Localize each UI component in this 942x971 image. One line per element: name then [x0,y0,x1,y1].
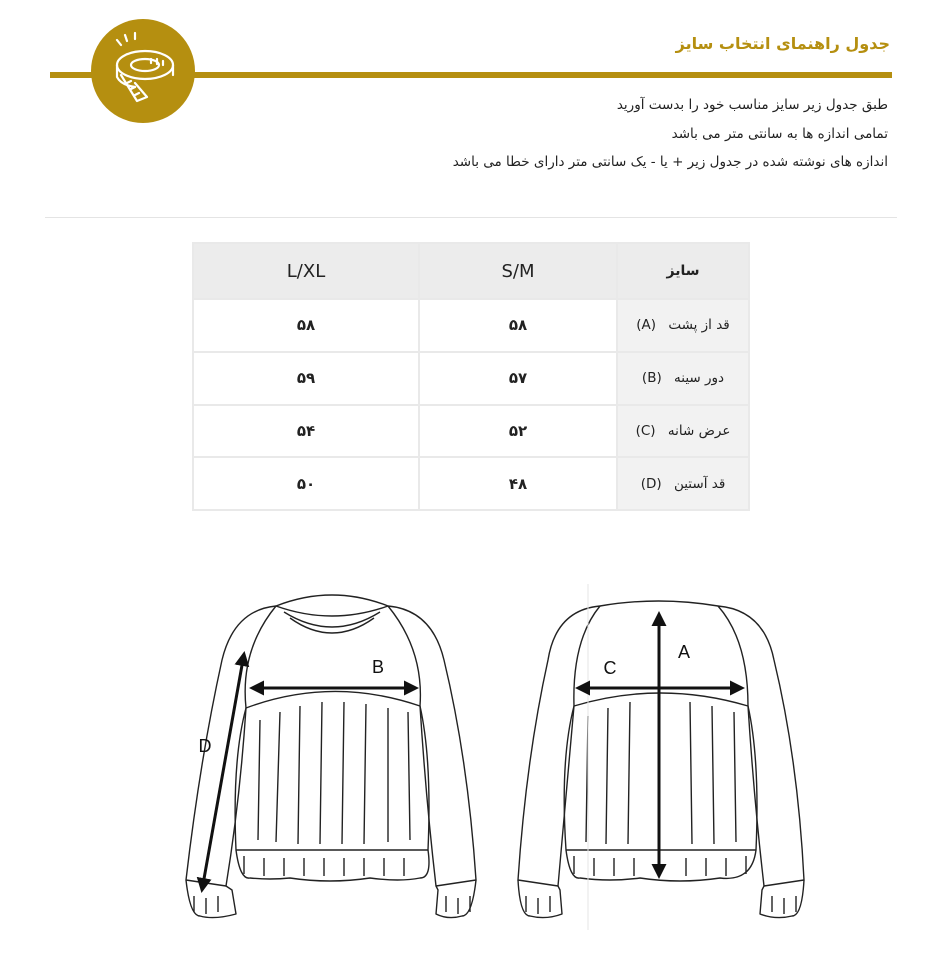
note-line: تمامی اندازه ها به سانتی متر می باشد [671,125,888,142]
column-header-sm: S/M [420,244,616,298]
cell-value: ۴۸ [420,458,616,509]
front-view [186,595,476,918]
column-header-lxl: L/XL [194,244,418,298]
note-line: طبق جدول زیر سایز مناسب خود را بدست آورید [616,97,888,113]
note-line: اندازه های نوشته شده در جدول زیر + یا - یک سانتی متر دارای خطا می باشد [452,154,888,170]
label-a: A [677,642,691,662]
cell-value: ۵۷ [420,353,616,404]
size-table [192,242,750,511]
cell-value: ۵۹ [194,353,418,404]
garment-diagrams [0,560,942,960]
table-row [194,300,748,351]
cell-value: ۵۴ [194,406,418,457]
row-label: عرض شانه (C) [618,406,748,457]
cell-value: ۵۰ [194,458,418,509]
table-row [194,458,748,509]
back-view [518,584,804,930]
row-label: دور سینه (B) [618,353,748,404]
section-divider [45,217,897,218]
size-notes [453,94,888,180]
label-b: B [371,657,385,677]
table-row [194,406,748,457]
row-header: سایز [618,244,748,298]
cell-value: ۵۸ [194,300,418,351]
tape-badge [91,19,195,123]
row-label: قد از پشت (A) [618,300,748,351]
measuring-tape-icon [91,19,195,123]
label-c: C [603,658,617,678]
cell-value: ۵۲ [420,406,616,457]
table-header-row [194,244,748,298]
cell-value: ۵۸ [420,300,616,351]
table-row [194,353,748,404]
row-label: قد آستین (D) [618,458,748,509]
label-d: D [198,736,212,756]
page-title: جدول راهنمای انتخاب سایز [675,34,890,53]
